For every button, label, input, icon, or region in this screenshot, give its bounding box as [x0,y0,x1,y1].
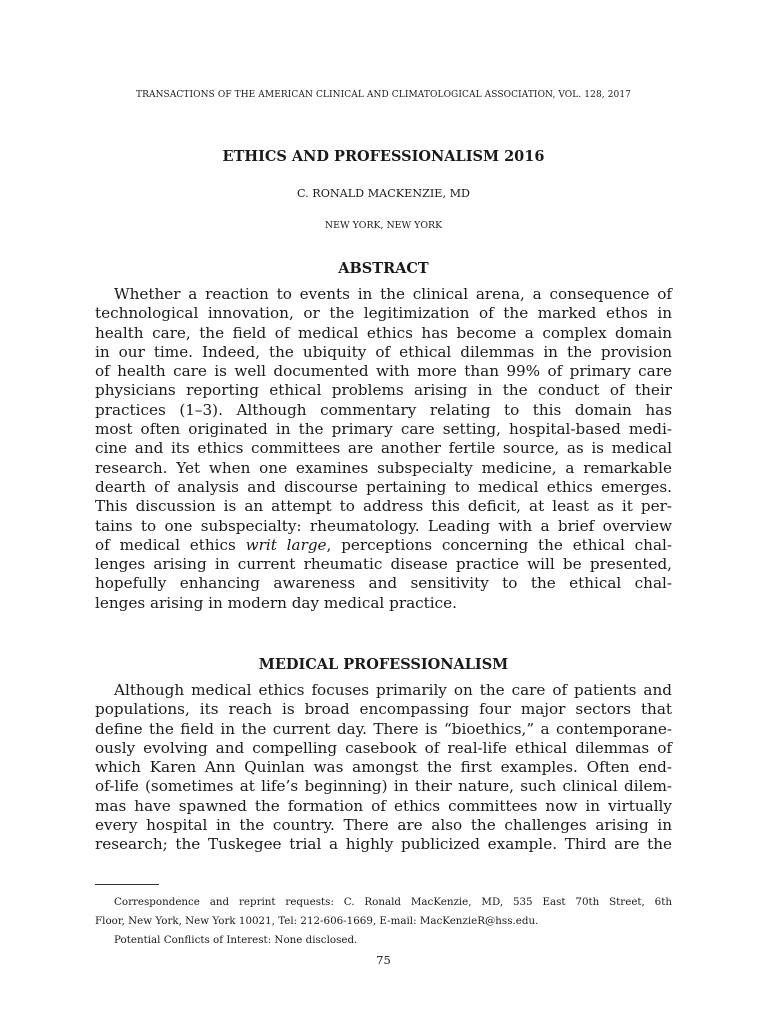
abstract-heading: ABSTRACT [338,260,429,277]
author-affiliation: NEW YORK, NEW YORK [324,220,443,231]
abstract-line: lenges arising in modern day medical practice. [95,593,457,612]
abstract-line: most often originated in the primary care setting, hospital-based medi- [95,420,672,439]
body-line: which Karen Ann Quinlan was amongst the first examples. Often end- [95,758,672,777]
abstract-line: hopefully enhancing awareness and sensitivity to the ethical chal- [95,574,672,593]
abstract-text: of medical ethics [95,535,246,554]
abstract-line: Whether a reaction to events in the clinical arena, a consequence of [114,285,672,303]
abstract-line: of health care is well documented with more than 99% of primary care [95,362,672,381]
abstract-line: lenges arising in current rheumatic disease practice will be presented, [95,555,672,574]
body-line: define the field in the current day. There is “bioethics,” a contemporane- [95,719,672,738]
abstract-line: cine and its ethics committees are another fertile source, as is medical [95,439,672,458]
abstract-line-italic [95,536,672,555]
italic-phrase: writ large [245,535,327,554]
body-line: ously evolving and compelling casebook of real-life ethical dilemmas of [95,738,672,757]
conflicts-footnote: Potential Conflicts of Interest: None disclosed. [114,933,358,946]
correspondence-footnote: Floor, New York, New York 10021, Tel: 212-606-1669, E-mail: MacKenzieR@hss.edu. [95,914,539,927]
abstract-line: dearth of analysis and discourse pertaining to medical ethics emerges. [95,477,672,496]
running-head: TRANSACTIONS OF THE AMERICAN CLINICAL AND CLIMATOLOGICAL ASSOCIATION, VOL. 128, 2017 [136,90,631,100]
abstract-body [95,285,672,613]
section-body [95,681,672,855]
body-line: Although medical ethics focuses primarily on the care of patients and [114,681,672,699]
body-line: populations, its reach is broad encompassing four major sectors that [95,700,672,719]
page-number: 75 [376,953,391,967]
author-name: C. RONALD MACKENZIE, MD [297,187,470,200]
section-heading: MEDICAL PROFESSIONALISM [258,656,509,673]
abstract-line: technological innovation, or the legitimization of the marked ethos in [95,304,672,323]
abstract-line: This discussion is an attempt to address this deficit, at least as it per- [95,497,672,516]
footnotes [95,893,672,949]
footnote-divider [95,884,159,885]
abstract-line: practices (1–3). Although commentary relating to this domain has [95,400,672,419]
abstract-line: physicians reporting ethical problems arising in the conduct of their [95,381,672,400]
body-line: research; the Tuskegee trial a highly publicized example. Third are the [95,835,672,854]
abstract-line: in our time. Indeed, the ubiquity of ethical dilemmas in the provision [95,342,672,361]
body-line: mas have spawned the formation of ethics committees now in virtually [95,796,672,815]
article-title: ETHICS AND PROFESSIONALISM 2016 [222,148,545,165]
abstract-line: health care, the field of medical ethics has become a complex domain [95,323,672,342]
abstract-text: , perceptions concerning the ethical chal- [326,535,672,554]
body-line: of-life (sometimes at life’s beginning) in their nature, such clinical dilem- [95,777,672,796]
abstract-line: tains to one subspecialty: rheumatology. Leading with a brief overview [95,516,672,535]
correspondence-footnote: Correspondence and reprint requests: C. Ronald MacKenzie, MD, 535 East 70th Street, 6th [114,896,672,908]
body-line: every hospital in the country. There are also the challenges arising in [95,816,672,835]
abstract-line: research. Yet when one examines subspecialty medicine, a remarkable [95,458,672,477]
